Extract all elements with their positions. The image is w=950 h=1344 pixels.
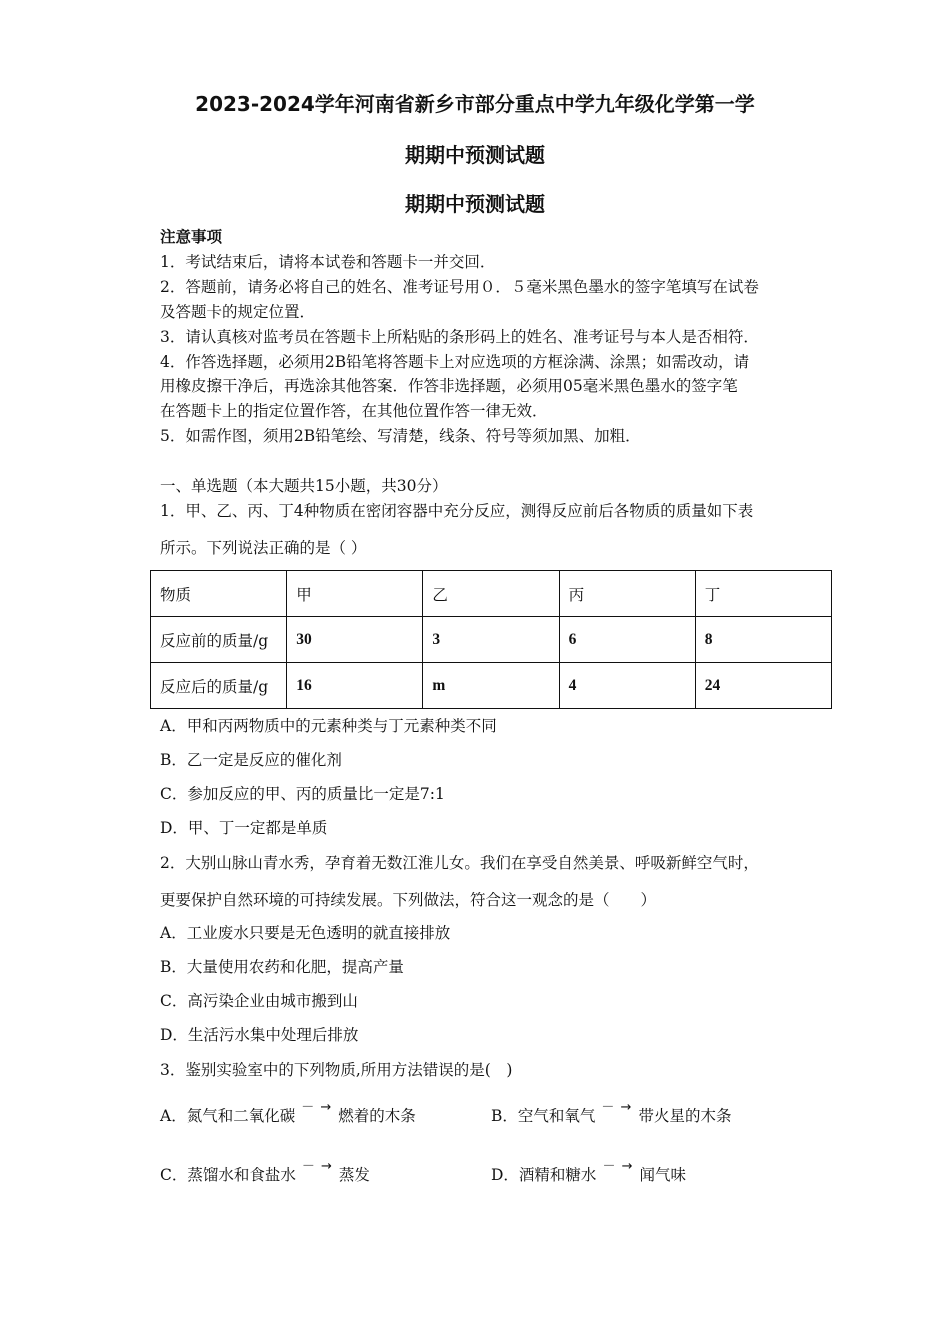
notice-heading: 注意事项: [160, 227, 223, 246]
table-cell: 4: [559, 663, 695, 709]
arrow-icon: － →: [301, 1159, 333, 1174]
table-cell: 甲: [287, 571, 423, 617]
q3-option-a: [160, 1100, 416, 1128]
option-substances: C．蒸馏水和食盐水: [160, 1166, 296, 1184]
notice-item: 3．请认真核对监考员在答题卡上所粘贴的条形码上的姓名、准考证号与本人是否相符．: [160, 328, 759, 346]
q3-option-d: [491, 1159, 686, 1187]
q2-stem-line1: 2．大别山脉山青水秀，孕育着无数江淮儿女。我们在享受自然美景、呼吸新鲜空气时，: [160, 854, 759, 872]
section-heading: 一、单选题（本大题共15小题，共30分）: [160, 477, 448, 495]
q2-option-a: A．工业废水只要是无色透明的就直接排放: [160, 924, 451, 942]
option-method: 燃着的木条: [338, 1107, 416, 1125]
notice-item: 用橡皮擦干净后，再选涂其他答案．作答非选择题，必须用05毫米黑色墨水的签字笔: [160, 377, 738, 395]
q1-stem-line2: 所示。下列说法正确的是（ ）: [160, 539, 367, 557]
page-title-line2: 期期中预测试题: [405, 143, 545, 167]
q2-option-d: D．生活污水集中处理后排放: [160, 1026, 359, 1044]
notice-item: 在答题卡上的指定位置作答，在其他位置作答一律无效．: [160, 402, 548, 420]
notice-item: 5．如需作图，须用2B铅笔绘、写清楚，线条、符号等须加黑、加粗．: [160, 427, 641, 445]
q3-option-b: [491, 1100, 732, 1128]
arrow-icon: － →: [602, 1159, 634, 1174]
option-substances: D．酒精和糖水: [491, 1166, 597, 1184]
q1-option-a: A．甲和丙两物质中的元素种类与丁元素种类不同: [160, 717, 497, 735]
q1-option-b: B．乙一定是反应的催化剂: [160, 751, 342, 769]
notice-item: 2．答题前，请务必将自己的姓名、准考证号用０．５毫米黑色墨水的签字笔填写在试卷: [160, 278, 759, 296]
table-row: [151, 663, 832, 709]
table-cell: 6: [559, 617, 695, 663]
table-cell: 反应后的质量/g: [151, 663, 287, 709]
q1-option-c: C．参加反应的甲、丙的质量比一定是7:1: [160, 785, 445, 803]
table-cell: 30: [287, 617, 423, 663]
q2-stem-line2: 更要保护自然环境的可持续发展。下列做法，符合这一观念的是（ ）: [160, 891, 657, 909]
table-cell: 16: [287, 663, 423, 709]
option-method: 蒸发: [338, 1166, 370, 1184]
table-row: [151, 571, 832, 617]
q1-stem-line1: 1．甲、乙、丙、丁4种物质在密闭容器中充分反应，测得反应前后各物质的质量如下表: [160, 502, 754, 520]
option-method: 带火星的木条: [638, 1107, 732, 1125]
option-substances: B．空气和氧气: [491, 1107, 596, 1125]
table-cell: 乙: [423, 571, 559, 617]
table-cell: 丁: [695, 571, 831, 617]
page-title-line1: 2023-2024学年河南省新乡市部分重点中学九年级化学第一学: [195, 92, 755, 116]
option-method: 闻气味: [639, 1166, 686, 1184]
notice-item: 及答题卡的规定位置．: [160, 303, 316, 321]
q2-option-b: B．大量使用农药和化肥，提高产量: [160, 958, 404, 976]
arrow-icon: － →: [301, 1100, 333, 1115]
q3-option-c: [160, 1159, 370, 1187]
table-cell: 8: [695, 617, 831, 663]
arrow-icon: － →: [601, 1100, 633, 1115]
table-cell: 丙: [559, 571, 695, 617]
table-cell: 24: [695, 663, 831, 709]
q3-stem: 3．鉴别实验室中的下列物质,所用方法错误的是( ): [160, 1061, 513, 1079]
notice-item: 4．作答选择题，必须用2B铅笔将答题卡上对应选项的方框涂满、涂黑；如需改动，请: [160, 353, 750, 371]
table-cell: 3: [423, 617, 559, 663]
notice-item: 1．考试结束后，请将本试卷和答题卡一并交回．: [160, 253, 496, 271]
q2-option-c: C．高污染企业由城市搬到山: [160, 992, 358, 1010]
table-cell: m: [423, 663, 559, 709]
option-substances: A．氮气和二氧化碳: [160, 1107, 296, 1125]
table-cell: 反应前的质量/g: [151, 617, 287, 663]
q1-option-d: D．甲、丁一定都是单质: [160, 819, 328, 837]
page-title-line3: 期期中预测试题: [405, 192, 545, 216]
table-cell: 物质: [151, 571, 287, 617]
mass-table: [150, 570, 832, 709]
table-row: [151, 617, 832, 663]
